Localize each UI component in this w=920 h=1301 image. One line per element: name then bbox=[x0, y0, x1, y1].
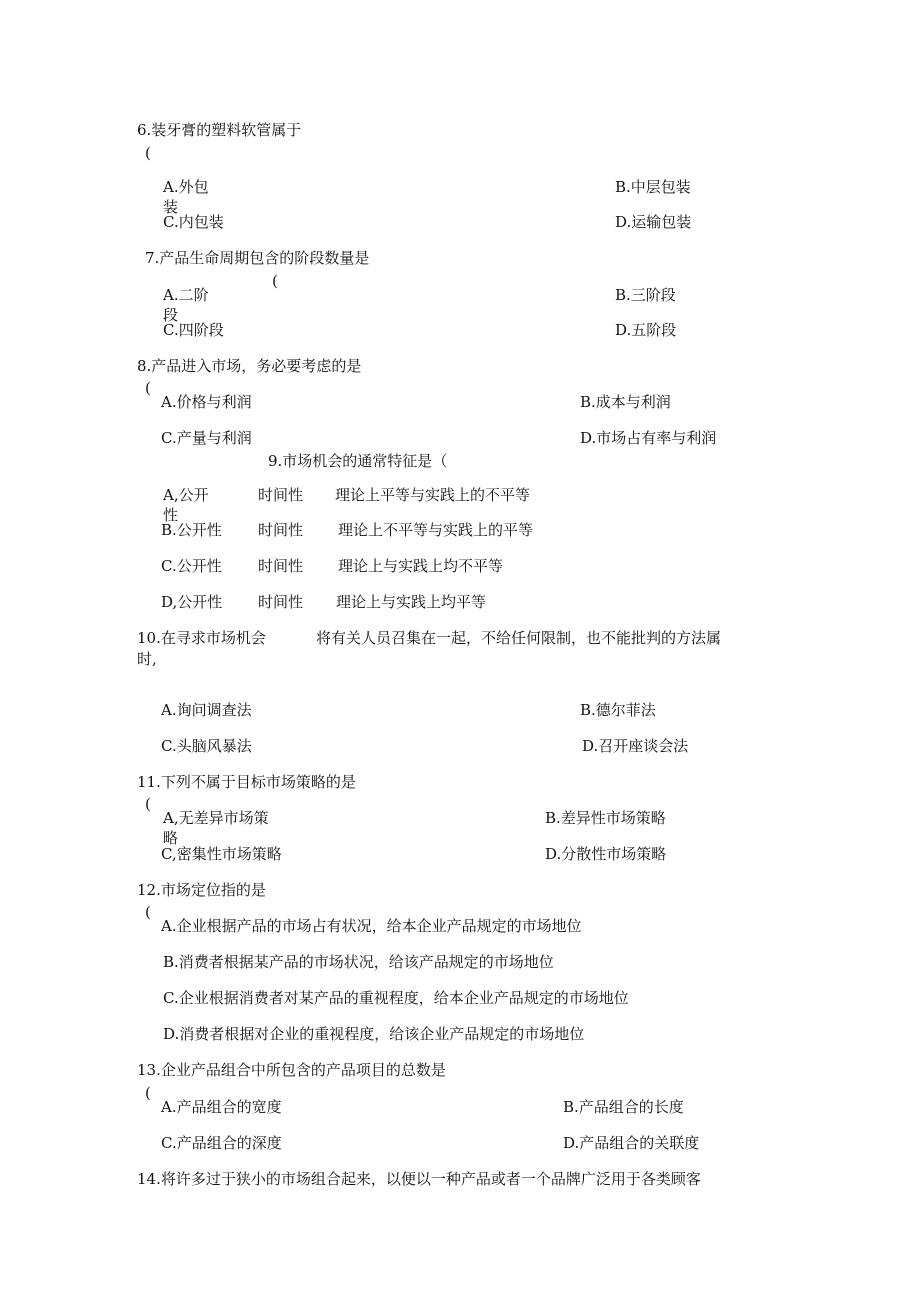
question-11-option-a-wrap: 略 bbox=[163, 829, 179, 847]
question-11-option-d: D.分散性市场策略 bbox=[545, 845, 667, 863]
question-12-option-c: C.企业根据消费者对某产品的重视程度，给本企业产品规定的市场地位 bbox=[163, 989, 629, 1007]
question-8-option-c: C.产量与利润 bbox=[161, 429, 252, 447]
question-7-option-d: D.五阶段 bbox=[615, 321, 677, 339]
question-7-option-c: C.四阶段 bbox=[163, 321, 224, 339]
question-12-option-b: B.消费者根据某产品的市场状况，给该产品规定的市场地位 bbox=[163, 953, 554, 971]
question-10-stem-wrap: 时, bbox=[137, 650, 157, 668]
question-10-option-a: A.询问调查法 bbox=[161, 701, 252, 719]
question-13-option-d: D.产品组合的关联度 bbox=[563, 1134, 700, 1152]
question-9-option-c-col2: 时间性 bbox=[258, 557, 304, 575]
question-10-stem-part2: 将有关人员召集在一起，不给任何限制，也不能批判的方法属 bbox=[316, 629, 722, 647]
question-10-stem-part1: 10.在寻求市场机会 bbox=[137, 629, 266, 647]
question-9-stem: 9.市场机会的通常特征是（ bbox=[268, 452, 448, 470]
question-8-option-d: D.市场占有率与利润 bbox=[580, 429, 717, 447]
question-9-option-d-col1: D,公开性 bbox=[161, 593, 223, 611]
question-12-option-a: A.企业根据产品的市场占有状况，给本企业产品规定的市场地位 bbox=[161, 917, 582, 935]
question-10-option-d: D.召开座谈会法 bbox=[582, 737, 689, 755]
question-8-stem: 8.产品进入市场，务必要考虑的是 bbox=[137, 357, 362, 375]
question-9-option-d-col3: 理论上与实践上均平等 bbox=[336, 593, 487, 611]
question-9-option-c-col3: 理论上与实践上均不平等 bbox=[338, 557, 504, 575]
question-10-option-b: B.德尔菲法 bbox=[580, 701, 656, 719]
question-11-option-b: B.差异性市场策略 bbox=[545, 809, 666, 827]
question-6-option-b: B.中层包装 bbox=[615, 178, 691, 196]
question-13-stem: 13.企业产品组合中所包含的产品项目的总数是 bbox=[137, 1061, 446, 1079]
question-9-option-b-col2: 时间性 bbox=[258, 521, 304, 539]
question-7-paren: ( bbox=[272, 272, 278, 290]
question-9-option-a-col3: 理论上平等与实践上的不平等 bbox=[335, 486, 531, 504]
question-9-option-a-col1: A,公开 bbox=[163, 486, 209, 504]
question-13-option-a: A.产品组合的宽度 bbox=[161, 1098, 282, 1116]
question-6-option-a-wrap: 装 bbox=[163, 198, 179, 216]
question-9-option-c-col1: C.公开性 bbox=[161, 557, 222, 575]
question-11-option-c: C,密集性市场策略 bbox=[161, 845, 282, 863]
question-12-option-d: D.消费者根据对企业的重视程度，给该企业产品规定的市场地位 bbox=[163, 1025, 585, 1043]
question-9-option-a-wrap: 性 bbox=[163, 506, 179, 524]
question-8-option-b: B.成本与利润 bbox=[580, 393, 671, 411]
question-13-option-b: B.产品组合的长度 bbox=[563, 1098, 684, 1116]
question-6-paren: ( bbox=[145, 144, 151, 162]
question-6-option-d: D.运输包装 bbox=[615, 213, 692, 231]
question-6-stem: 6.装牙膏的塑料软管属于 bbox=[137, 121, 302, 139]
question-7-option-a: A.二阶 bbox=[163, 286, 209, 304]
question-13-paren: ( bbox=[145, 1084, 151, 1102]
question-9-option-d-col2: 时间性 bbox=[258, 593, 304, 611]
question-12-stem: 12.市场定位指的是 bbox=[137, 881, 266, 899]
question-6-option-a: A.外包 bbox=[163, 178, 209, 196]
question-8-paren: ( bbox=[145, 379, 151, 397]
question-13-option-c: C.产品组合的深度 bbox=[161, 1134, 282, 1152]
question-11-stem: 11.下列不属于目标市场策略的是 bbox=[137, 773, 356, 791]
question-6-option-c: C.内包装 bbox=[163, 213, 224, 231]
question-7-stem: 7.产品生命周期包含的阶段数量是 bbox=[145, 249, 370, 267]
question-9-option-b-col1: B.公开性 bbox=[161, 521, 222, 539]
question-11-paren: ( bbox=[145, 795, 151, 813]
question-9-option-a-col2: 时间性 bbox=[258, 486, 304, 504]
question-10-option-c: C.头脑风暴法 bbox=[161, 737, 252, 755]
question-7-option-b: B.三阶段 bbox=[615, 286, 676, 304]
question-11-option-a: A,无差异市场策 bbox=[163, 809, 269, 827]
question-7-option-a-wrap: 段 bbox=[163, 306, 179, 324]
question-12-paren: ( bbox=[145, 903, 151, 921]
question-8-option-a: A.价格与利润 bbox=[161, 393, 252, 411]
question-14-stem: 14.将许多过于狭小的市场组合起来，以便以一种产品或者一个品牌广泛用于各类顾客 bbox=[137, 1170, 701, 1188]
question-9-option-b-col3: 理论上不平等与实践上的平等 bbox=[338, 521, 534, 539]
